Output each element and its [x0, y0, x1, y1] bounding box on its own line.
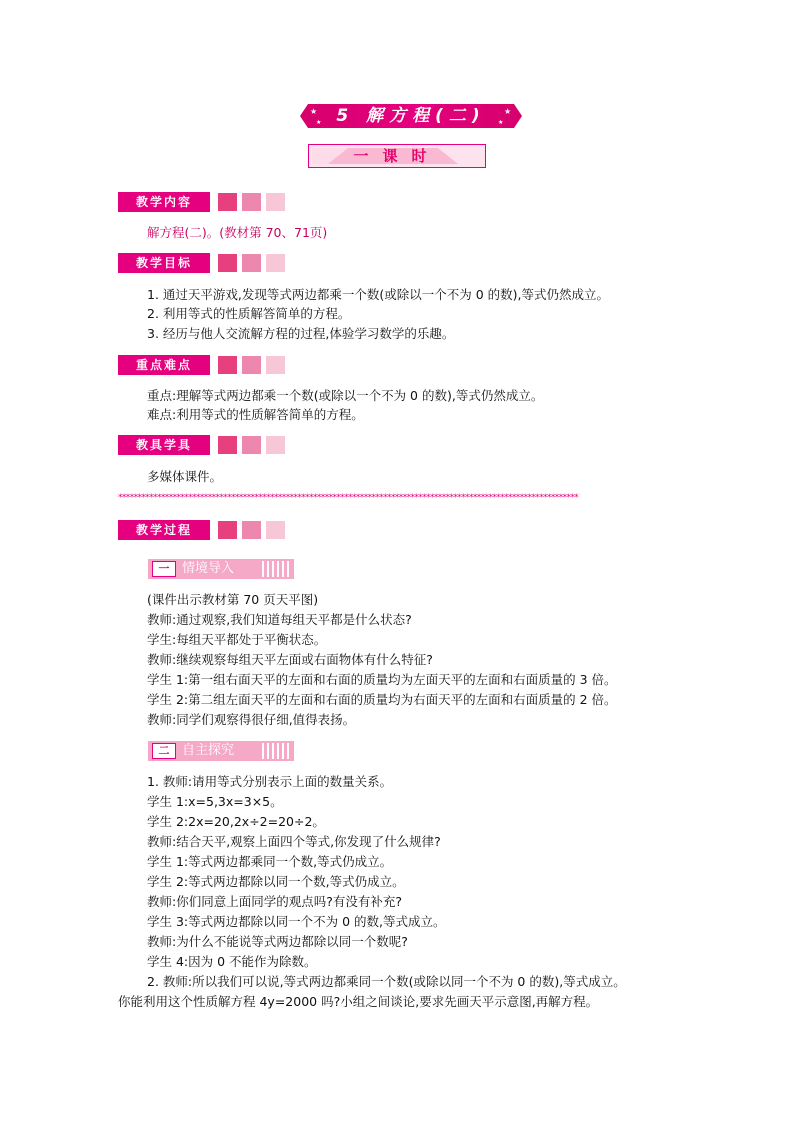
dialog-line: 教师:你们同意上面同学的观点吗?有没有补充? [147, 894, 402, 909]
dialog-line: 教师:同学们观察得很仔细,值得表扬。 [147, 712, 356, 727]
subsection-stripes [262, 561, 290, 577]
svg-text:★: ★ [498, 119, 504, 126]
dialog-line: 你能利用这个性质解方程 4y=2000 吗?小组之间谈论,要求先画天平示意图,再解方程。 [118, 994, 599, 1009]
decor-square [266, 254, 285, 272]
dialog-line: 学生 1:第一组右面天平的左面和右面的质量均为左面天平的左面和右面质量的 3 倍。 [147, 672, 617, 687]
decor-square [242, 356, 261, 374]
svg-text:★: ★ [504, 107, 512, 116]
decor-square [266, 193, 285, 211]
dialog-line: 学生 4:因为 0 不能作为除数。 [147, 954, 317, 969]
decor-square [218, 356, 237, 374]
decor-square [266, 436, 285, 454]
section-header-process [118, 520, 298, 540]
lesson-banner [308, 144, 486, 168]
decor-square [266, 356, 285, 374]
page-title: 5 解方程(二) [336, 106, 486, 126]
subsection-number: 一 [152, 561, 176, 577]
subsection-header-explore [148, 741, 294, 761]
svg-text:★: ★ [316, 119, 322, 126]
dialog-line: 教师:继续观察每组天平左面或右面物体有什么特征? [147, 652, 433, 667]
decor-square [242, 436, 261, 454]
key-point-item: 重点:理解等式两边都乘一个数(或除以一个不为 0 的数),等式仍然成立。 [147, 388, 544, 403]
tools-text: 多媒体课件。 [147, 469, 223, 484]
dialog-line: 教师:通过观察,我们知道每组天平都是什么状态? [147, 612, 412, 627]
section-header-key-points [118, 355, 298, 375]
svg-text:★: ★ [310, 107, 318, 116]
dialog-line: 学生 3:等式两边都除以同一个不为 0 的数,等式成立。 [147, 914, 446, 929]
key-point-item: 难点:利用等式的性质解答简单的方程。 [147, 407, 364, 422]
section-label: 教学过程 [118, 520, 210, 540]
decor-square [242, 193, 261, 211]
goal-item: 1. 通过天平游戏,发现等式两边都乘一个数(或除以一个不为 0 的数),等式仍然成立。 [147, 287, 610, 302]
decor-square [218, 521, 237, 539]
section-header-tools [118, 435, 298, 455]
section-label: 教学内容 [118, 192, 210, 212]
dialog-line: 学生 2:等式两边都除以同一个数,等式仍成立。 [147, 874, 405, 889]
star-divider: ********************************************************************************************************************** [118, 493, 579, 503]
dialog-line: 学生 1:等式两边都乘同一个数,等式仍成立。 [147, 854, 393, 869]
dialog-line: 学生 2:2x=20,2x÷2=20÷2。 [147, 814, 325, 829]
decor-square [218, 254, 237, 272]
subsection-label: 情境导入 [182, 561, 235, 576]
dialog-line: 学生 1:x=5,3x=3×5。 [147, 794, 283, 809]
decor-square [242, 254, 261, 272]
section-label: 教学目标 [118, 253, 210, 273]
subsection-stripes [262, 743, 290, 759]
dialog-line: 2. 教师:所以我们可以说,等式两边都乘同一个数(或除以同一个不为 0 的数),等式成立。 [147, 974, 626, 989]
section-header-goals [118, 253, 298, 273]
decor-square [242, 521, 261, 539]
dialog-line: 教师:为什么不能说等式两边都除以同一个数呢? [147, 934, 408, 949]
lesson-label: 一课时 [353, 147, 441, 165]
dialog-line: 1. 教师:请用等式分别表示上面的数量关系。 [147, 774, 393, 789]
section-label: 重点难点 [118, 355, 210, 375]
decor-square [218, 436, 237, 454]
subsection-label: 自主探究 [182, 743, 235, 758]
section-label: 教具学具 [118, 435, 210, 455]
goal-item: 3. 经历与他人交流解方程的过程,体验学习数学的乐趣。 [147, 326, 455, 341]
goal-item: 2. 利用等式的性质解答简单的方程。 [147, 306, 351, 321]
decor-square [266, 521, 285, 539]
title-banner [300, 104, 522, 128]
dialog-line: 学生 2:第二组左面天平的左面和右面的质量均为右面天平的左面和右面质量的 2 倍。 [147, 692, 617, 707]
subsection-number: 二 [152, 743, 176, 759]
section-header-content [118, 192, 298, 212]
dialog-line: (课件出示教材第 70 页天平图) [147, 592, 319, 607]
dialog-line: 教师:结合天平,观察上面四个等式,你发现了什么规律? [147, 834, 441, 849]
subsection-header-intro [148, 559, 294, 579]
dialog-line: 学生:每组天平都处于平衡状态。 [147, 632, 327, 647]
decor-square [218, 193, 237, 211]
content-text: 解方程(二)。(教材第 70、71页) [147, 225, 328, 240]
